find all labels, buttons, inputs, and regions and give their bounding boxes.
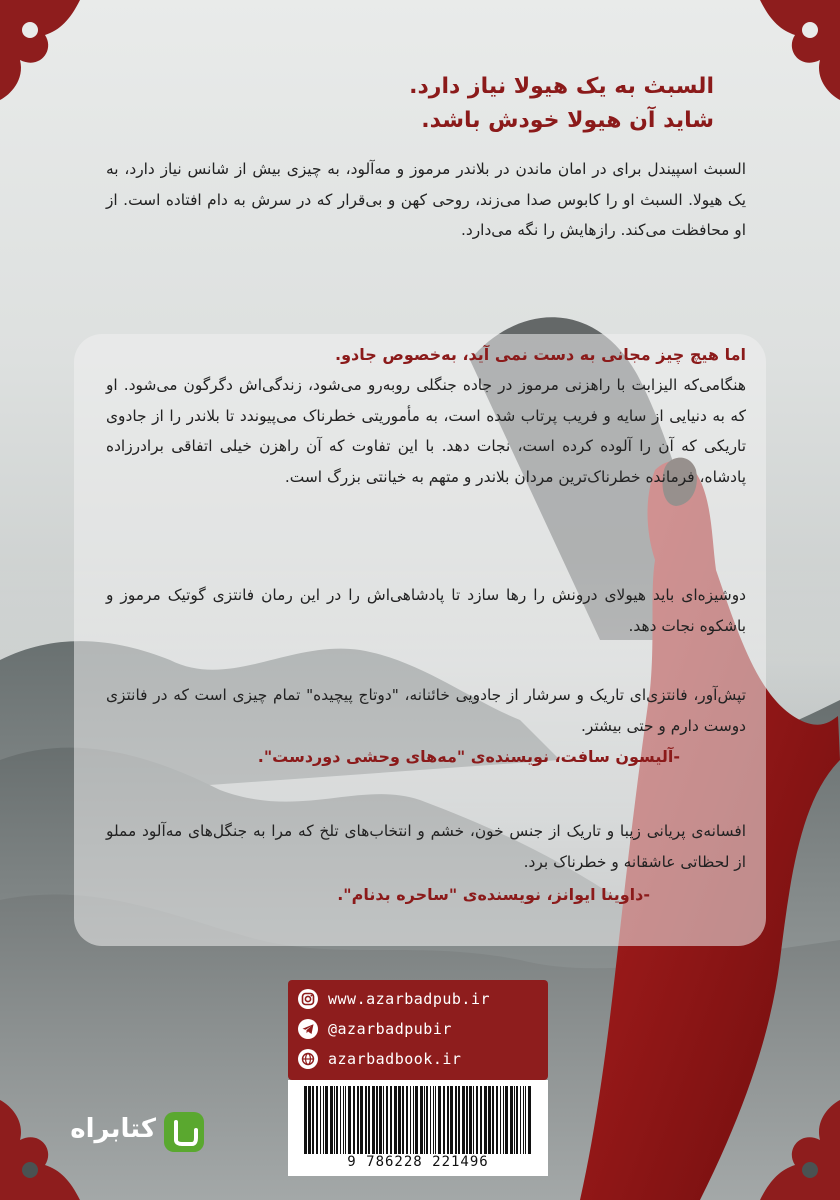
barcode-bar (340, 1086, 341, 1154)
barcode-bar (360, 1086, 363, 1154)
headline (114, 70, 714, 138)
publisher-logo (36, 1106, 206, 1166)
barcode-bar (376, 1086, 378, 1154)
barcode-bar (492, 1086, 494, 1154)
barcode-bar (325, 1086, 328, 1154)
corner-ornament-top-left (0, 0, 90, 110)
barcode-bar (514, 1086, 515, 1154)
barcode-box (288, 1080, 548, 1176)
barcode-bar (357, 1086, 359, 1154)
barcode (302, 1086, 534, 1154)
paragraph-3: دوشیزه‌ای باید هیولای درونش را رها سازد تا پادشاهی‌اش را در این رمان فانتزی گوتیک مرموز و باشکوه نجات دهد. (106, 586, 746, 635)
barcode-bar (365, 1086, 367, 1154)
barcode-bar (424, 1086, 425, 1154)
barcode-bar (386, 1086, 388, 1154)
quote-1: -آلیسون سافت، نویسنده‌ی "مه‌های وحشی دوردست". (257, 747, 680, 766)
barcode-bar (308, 1086, 311, 1154)
barcode-bar (447, 1086, 449, 1154)
barcode-bar (343, 1086, 344, 1154)
barcode-bar (455, 1086, 457, 1154)
barcode-bar (528, 1086, 531, 1154)
barcode-bar (500, 1086, 501, 1154)
logo-badge-icon (164, 1112, 204, 1152)
barcode-bar (398, 1086, 401, 1154)
barcode-bar (523, 1086, 524, 1154)
contact-row-book-site[interactable] (288, 1044, 548, 1074)
barcode-bar (368, 1086, 370, 1154)
barcode-bar (406, 1086, 408, 1154)
paragraph-4: تپش‌آور، فانتزی‌ای تاریک و سرشار از جادویی خائنانه، "دوتاج پیچیده" تمام چیزی است که در فانتزی دوست دارم و حتی بیشتر. (106, 686, 746, 735)
quote-2: -داوینا ایوانز، نویسنده‌ی "ساحره بدنام". (337, 885, 650, 904)
barcode-bar (413, 1086, 414, 1154)
barcode-bar (484, 1086, 487, 1154)
instagram-icon (298, 989, 318, 1009)
barcode-bar (348, 1086, 351, 1154)
barcode-bar (430, 1086, 431, 1154)
barcode-bar (435, 1086, 436, 1154)
barcode-bar (469, 1086, 472, 1154)
headline-line-2: شاید آن هیولا خودش باشد. (421, 108, 714, 133)
barcode-bar (390, 1086, 392, 1154)
contact-text: www.azarbadpub.ir (328, 990, 491, 1008)
barcode-bar (476, 1086, 478, 1154)
barcode-bar (525, 1086, 526, 1154)
barcode-bar (394, 1086, 397, 1154)
barcode-bar (345, 1086, 346, 1154)
barcode-bar (379, 1086, 382, 1154)
barcode-bar (316, 1086, 318, 1154)
barcode-bar (334, 1086, 335, 1154)
barcode-bar (458, 1086, 460, 1154)
subheading: اما هیچ چیز مجانی به دست نمی آید، به‌خصوص جادو. (334, 345, 746, 364)
barcode-bar (450, 1086, 453, 1154)
barcode-bar (520, 1086, 521, 1154)
barcode-bar (462, 1086, 465, 1154)
barcode-bar (473, 1086, 474, 1154)
barcode-bar (488, 1086, 491, 1154)
barcode-bar (402, 1086, 404, 1154)
barcode-bar (505, 1086, 508, 1154)
barcode-bar (372, 1086, 375, 1154)
barcode-bar (383, 1086, 384, 1154)
contact-text: azarbadbook.ir (328, 1050, 462, 1068)
barcode-bar (353, 1086, 355, 1154)
barcode-bar (480, 1086, 482, 1154)
barcode-bar (420, 1086, 423, 1154)
contact-row-telegram[interactable] (288, 1014, 548, 1044)
barcode-bar (304, 1086, 307, 1154)
corner-ornament-bottom-right (750, 1090, 840, 1200)
barcode-bar (415, 1086, 418, 1154)
barcode-bar (312, 1086, 314, 1154)
headline-line-1: السبث به یک هیولا نیاز دارد. (409, 74, 714, 99)
barcode-bar (323, 1086, 324, 1154)
paragraph-5: افسانه‌ی پریانی زیبا و تاریک از جنس خون، خشم و انتخاب‌های تلخ که مرا به جنگل‌های مه‌آلود مملو از لحظاتی عاشقانه و خطرناک برد. (106, 822, 746, 871)
isbn-number: 9 786228 221496 (347, 1154, 489, 1170)
paragraph-1: السبث اسپیندل برای در امان ماندن در بلاندر مرموز و مه‌آلود، به چیزی بیش از شانس نیاز دارد، به یک هیولا. السبث او را کابوس صدا می‌زند، روحی کهن و بی‌قرار که در سرش به دام افتاده است. از او محافظت می‌کند. رازهایش را نگه می‌دارد. (106, 160, 746, 239)
telegram-icon (298, 1019, 318, 1039)
barcode-bar (320, 1086, 321, 1154)
paragraph-2: هنگامی‌که الیزابت با راهزنی مرموز در جاده جنگلی روبه‌رو می‌شود، زندگی‌اش دگرگون می‌شود. او که به دنیایی از سایه و فریب پرتاب شده است، به مأموریتی خطرناک می‌پیوندد تا بلاندر را از جادوی تاریکی که آن را آلوده کرده است، نجات دهد. با این تفاوت که آن راهزن خیلی اتفاقی برادرزاده پادشاه، فرمانده خطرناک‌ترین مردان بلاندر و متهم به خیانتی بزرگ است. (106, 376, 746, 486)
corner-ornament-top-right (750, 0, 840, 110)
barcode-bar (466, 1086, 468, 1154)
barcode-bar (516, 1086, 518, 1154)
logo-text: کتابراه (70, 1114, 156, 1144)
barcode-bar (503, 1086, 504, 1154)
barcode-bar (496, 1086, 498, 1154)
contact-row-website[interactable] (288, 984, 548, 1014)
barcode-bar (426, 1086, 428, 1154)
barcode-bar (438, 1086, 441, 1154)
barcode-bar (410, 1086, 411, 1154)
barcode-bar (336, 1086, 338, 1154)
barcode-bar (330, 1086, 333, 1154)
globe-icon (298, 1049, 318, 1069)
contact-box (288, 980, 548, 1080)
contact-text: @azarbadpubir (328, 1020, 452, 1038)
barcode-bar (510, 1086, 513, 1154)
barcode-bar (443, 1086, 445, 1154)
barcode-bar (433, 1086, 434, 1154)
